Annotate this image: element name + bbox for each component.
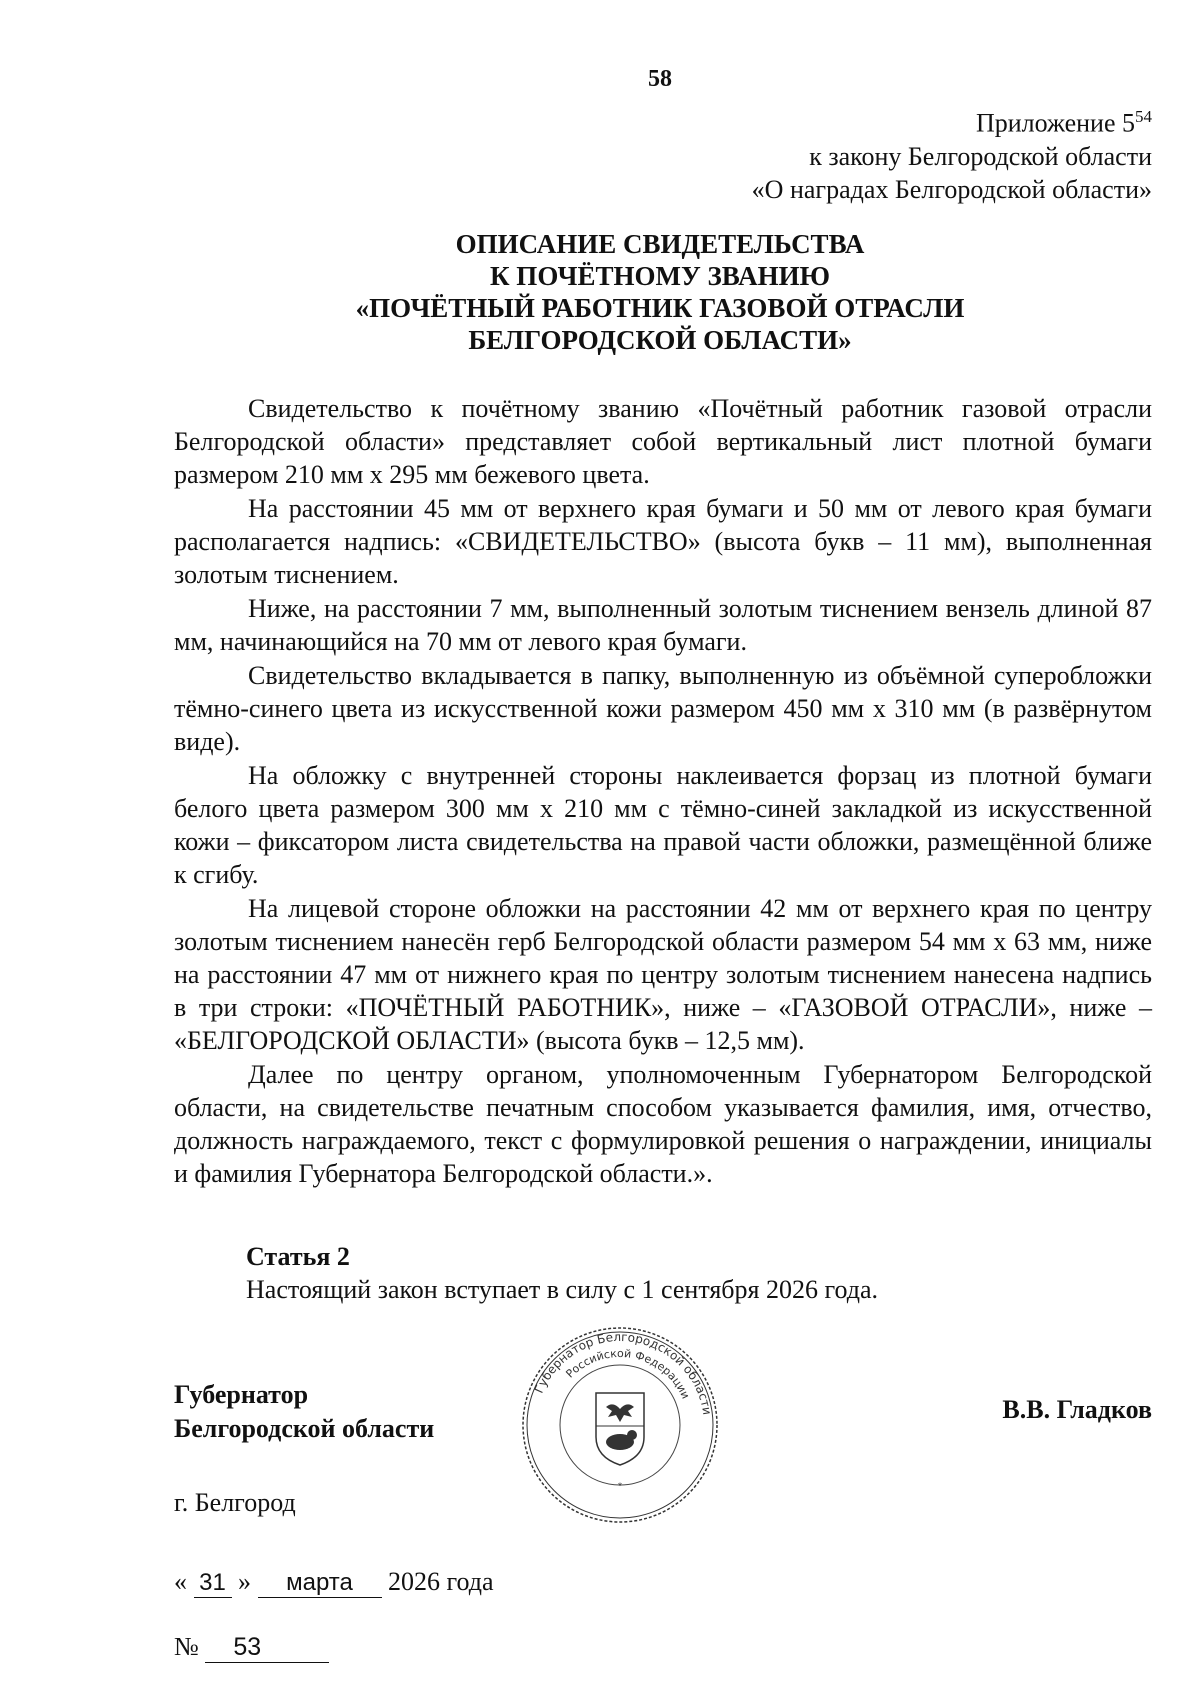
paragraph: На обложку с внутренней стороны наклеивается форзац из плотной бумаги белого цвета размером 300 мм x 210 мм с тёмно-синей закладкой из искусственной кожи – фиксатором листа свидетельства на правой части обложки, размещённой ближе к сгибу.	[174, 761, 1152, 889]
signatory-position	[174, 1378, 434, 1446]
appendix-line-2: к закону Белгородской области	[809, 141, 1152, 171]
date-open-quote: «	[174, 1567, 187, 1596]
appendix-reference	[752, 100, 1152, 206]
title-line-2: К ПОЧЁТНОМУ ЗВАНИЮ	[489, 261, 830, 291]
appendix-superscript: 54	[1135, 107, 1152, 126]
article-text: Настоящий закон вступает в силу с 1 сентября 2026 года.	[246, 1275, 879, 1304]
appendix-title: Приложение 5	[975, 108, 1135, 138]
paragraph: Свидетельство вкладывается в папку, выполненную из объёмной суперобложки тёмно-синего цвета из искусственной кожи размером 450 мм x 310 мм (в развёрнутом виде).	[174, 661, 1152, 756]
appendix-line-3: «О наградах Белгородской области»	[751, 174, 1152, 204]
title-line-1: ОПИСАНИЕ СВИДЕТЕЛЬСТВА	[455, 229, 865, 259]
number-label: №	[174, 1632, 199, 1661]
paragraph: Свидетельство к почётному званию «Почётный работник газовой отрасли Белгородской области» представляет собой вертикальный лист плотной бумаги размером 210 мм x 295 мм бежевого цвета.	[174, 394, 1152, 489]
document-title	[0, 228, 1200, 356]
official-seal	[520, 1325, 720, 1525]
seal-outer-text: Губернатор Белгородской области	[531, 1329, 715, 1416]
date-line	[174, 1567, 494, 1598]
appendix-line-1	[752, 100, 1152, 140]
paragraph: Далее по центру органом, уполномоченным Губернатором Белгородской области, на свидетельстве печатным способом указывается фамилия, имя, отчество, должность награждаемого, текст с формулировкой решения о награждении, инициалы и фамилия Губернатора Белгородской области.».	[174, 1060, 1152, 1188]
position-line-2: Белгородской области	[174, 1414, 435, 1443]
date-month: марта	[258, 1569, 382, 1598]
date-year: 2026 года	[388, 1567, 494, 1596]
date-close-quote: »	[238, 1567, 251, 1596]
city-line: г. Белгород	[174, 1488, 296, 1517]
signatory-name: В.В. Гладков	[1002, 1395, 1152, 1424]
document-number-line	[174, 1632, 329, 1663]
seal-inner-text: Российской Федерации	[563, 1346, 693, 1401]
number-value: 53	[205, 1633, 329, 1663]
position-line-1: Губернатор	[174, 1380, 309, 1409]
paragraph: На лицевой стороне обложки на расстоянии 42 мм от верхнего края по центру золотым тиснением нанесён герб Белгородской области размером 54 мм x 63 мм, ниже на расстоянии 47 мм от нижнего края по центру золотым тиснением нанесена надпись в три строки: «ПОЧЁТНЫЙ РАБОТНИК», ниже – «ГАЗОВОЙ ОТРАСЛИ», ниже – «БЕЛГОРОДСКОЙ ОБЛАСТИ» (высота букв – 12,5 мм).	[174, 894, 1152, 1055]
article-title: Статья 2	[246, 1242, 350, 1271]
title-line-4: БЕЛГОРОДСКОЙ ОБЛАСТИ»	[468, 325, 852, 355]
date-day: 31	[194, 1569, 232, 1598]
article-section	[246, 1240, 878, 1306]
title-line-3: «ПОЧЁТНЫЙ РАБОТНИК ГАЗОВОЙ ОТРАСЛИ	[355, 293, 965, 323]
document-body	[174, 392, 1152, 1191]
page-number: 58	[648, 66, 672, 92]
coat-of-arms-icon	[596, 1393, 644, 1465]
svg-text:*: *	[617, 1481, 623, 1491]
paragraph: На расстоянии 45 мм от верхнего края бумаги и 50 мм от левого края бумаги располагается надпись: «СВИДЕТЕЛЬСТВО» (высота букв – 11 мм), выполненная золотым тиснением.	[174, 494, 1152, 589]
paragraph: Ниже, на расстоянии 7 мм, выполненный золотым тиснением вензель длиной 87 мм, начинающийся на 70 мм от левого края бумаги.	[174, 594, 1152, 656]
